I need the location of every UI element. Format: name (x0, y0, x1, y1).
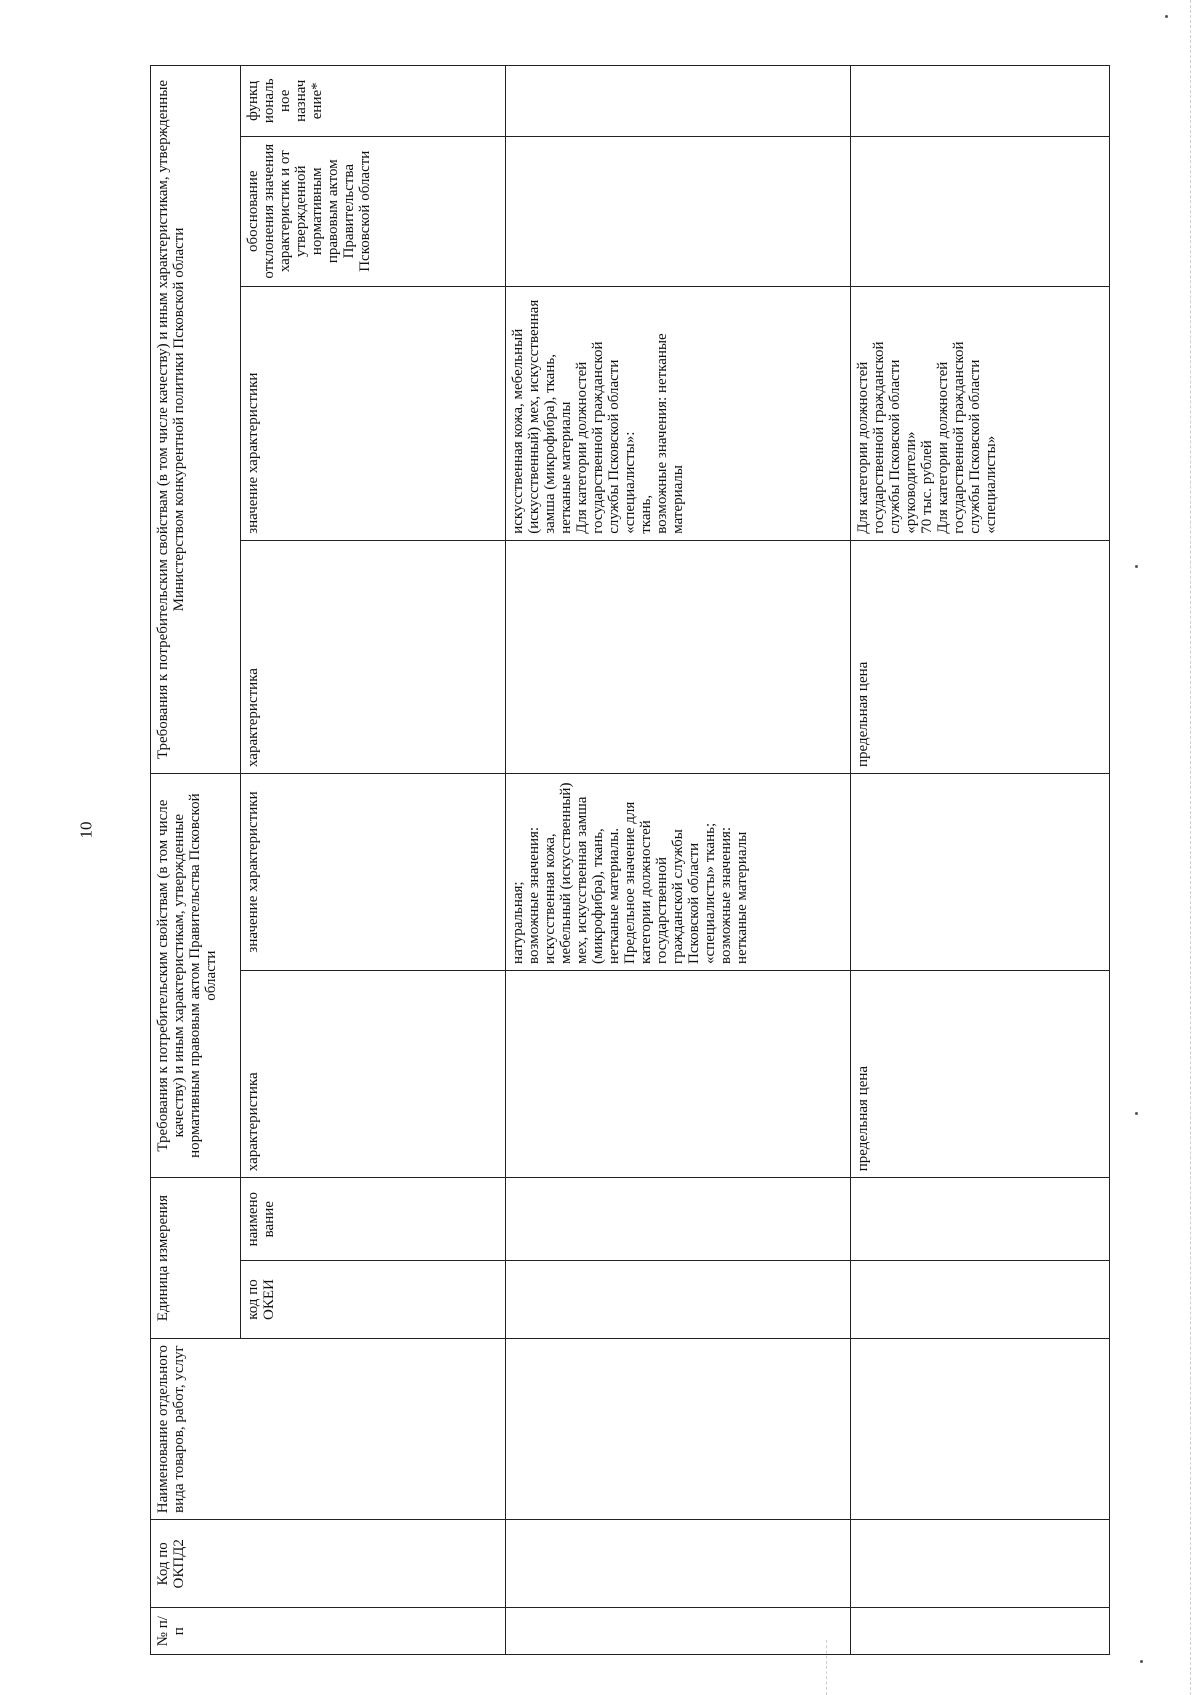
header-name: Наименование отдельного вида товаров, работ, услуг (151, 1338, 506, 1519)
cell-num (851, 1608, 1110, 1655)
cell-ministry-value: Для категории должностей государственной гражданской службы Псковской области «руководители» 70 тыс. рублей Для категории должностей государственной гражданской службы Псковской области «специалисты» (851, 286, 1110, 540)
header-num: № п/п (151, 1608, 506, 1655)
header-ministry-req: Требования к потребительским свойствам (в том числе качеству) и иным характеристикам, утвержденные Министерством конкурентной политики Псковской области (151, 66, 241, 774)
header-ministry-function: функц иональ ное назнач ение* (241, 66, 506, 137)
requirements-table (150, 65, 1110, 1655)
header-okpd: Код по ОКПД2 (151, 1520, 506, 1608)
cell-unit-code (851, 1261, 1110, 1339)
header-gov-req: Требования к потребительским свойствам (в том числе качеству) и иным характеристикам, утвержденные нормативным правовым актом Правительства Псковской области (151, 774, 241, 1178)
cell-gov-value: натуральная; возможные значения: искусственная кожа, мебельный (искусственный) мех, искусственная замша (микрофибра), ткань, нетканые материалы. Предельное значение для категории должностей государственной гражданской службы Псковской области «специалисты» ткань; возможные значения: нетканые материалы (506, 774, 851, 971)
cell-ministry-justification (506, 136, 851, 286)
header-ministry-value: значение характеристики (241, 286, 506, 540)
header-ministry-characteristic: характеристика (241, 540, 506, 773)
scan-artifact (1135, 565, 1138, 568)
cell-name (851, 1338, 1110, 1519)
page-number: 10 (76, 821, 96, 839)
scan-artifact (1190, 0, 1191, 1695)
table-row (506, 66, 851, 1655)
cell-ministry-function (506, 66, 851, 137)
cell-ministry-value: искусственная кожа, мебельный (искусственный) мех, искусственная замша (микрофибра), ткань, нетканые материалы Для категории должностей государственной гражданской службы Псковской области «специалисты»: ткань, возможные значения: нетканые материалы (506, 286, 851, 540)
cell-gov-characteristic (506, 970, 851, 1177)
cell-unit-name (506, 1178, 851, 1261)
scan-artifact (1135, 1112, 1138, 1115)
cell-ministry-function (851, 66, 1110, 137)
header-ministry-justification: обоснование отклонения значения характеристик и от утвержденной нормативным правовым актом Правительства Псковской области (241, 136, 506, 286)
header-unit-code: код по ОКЕИ (241, 1261, 506, 1339)
cell-unit-code (506, 1261, 851, 1339)
cell-unit-name (851, 1178, 1110, 1261)
rotated-table-sheet (150, 65, 1110, 1655)
cell-ministry-justification (851, 136, 1110, 286)
cell-okpd (851, 1520, 1110, 1608)
header-unit-name: наимено вание (241, 1178, 506, 1261)
cell-ministry-characteristic (506, 540, 851, 773)
cell-ministry-characteristic: предельная цена (851, 540, 1110, 773)
header-gov-characteristic: характеристика (241, 970, 506, 1177)
cell-gov-characteristic: предельная цена (851, 970, 1110, 1177)
scan-artifact (1165, 15, 1168, 18)
header-unit: Единица измерения (151, 1178, 241, 1339)
cell-name (506, 1338, 851, 1519)
table-row (851, 66, 1110, 1655)
cell-okpd (506, 1520, 851, 1608)
header-gov-value: значение характеристики (241, 774, 506, 971)
cell-num (506, 1608, 851, 1655)
cell-gov-value (851, 774, 1110, 971)
scan-artifact (1140, 1660, 1143, 1663)
